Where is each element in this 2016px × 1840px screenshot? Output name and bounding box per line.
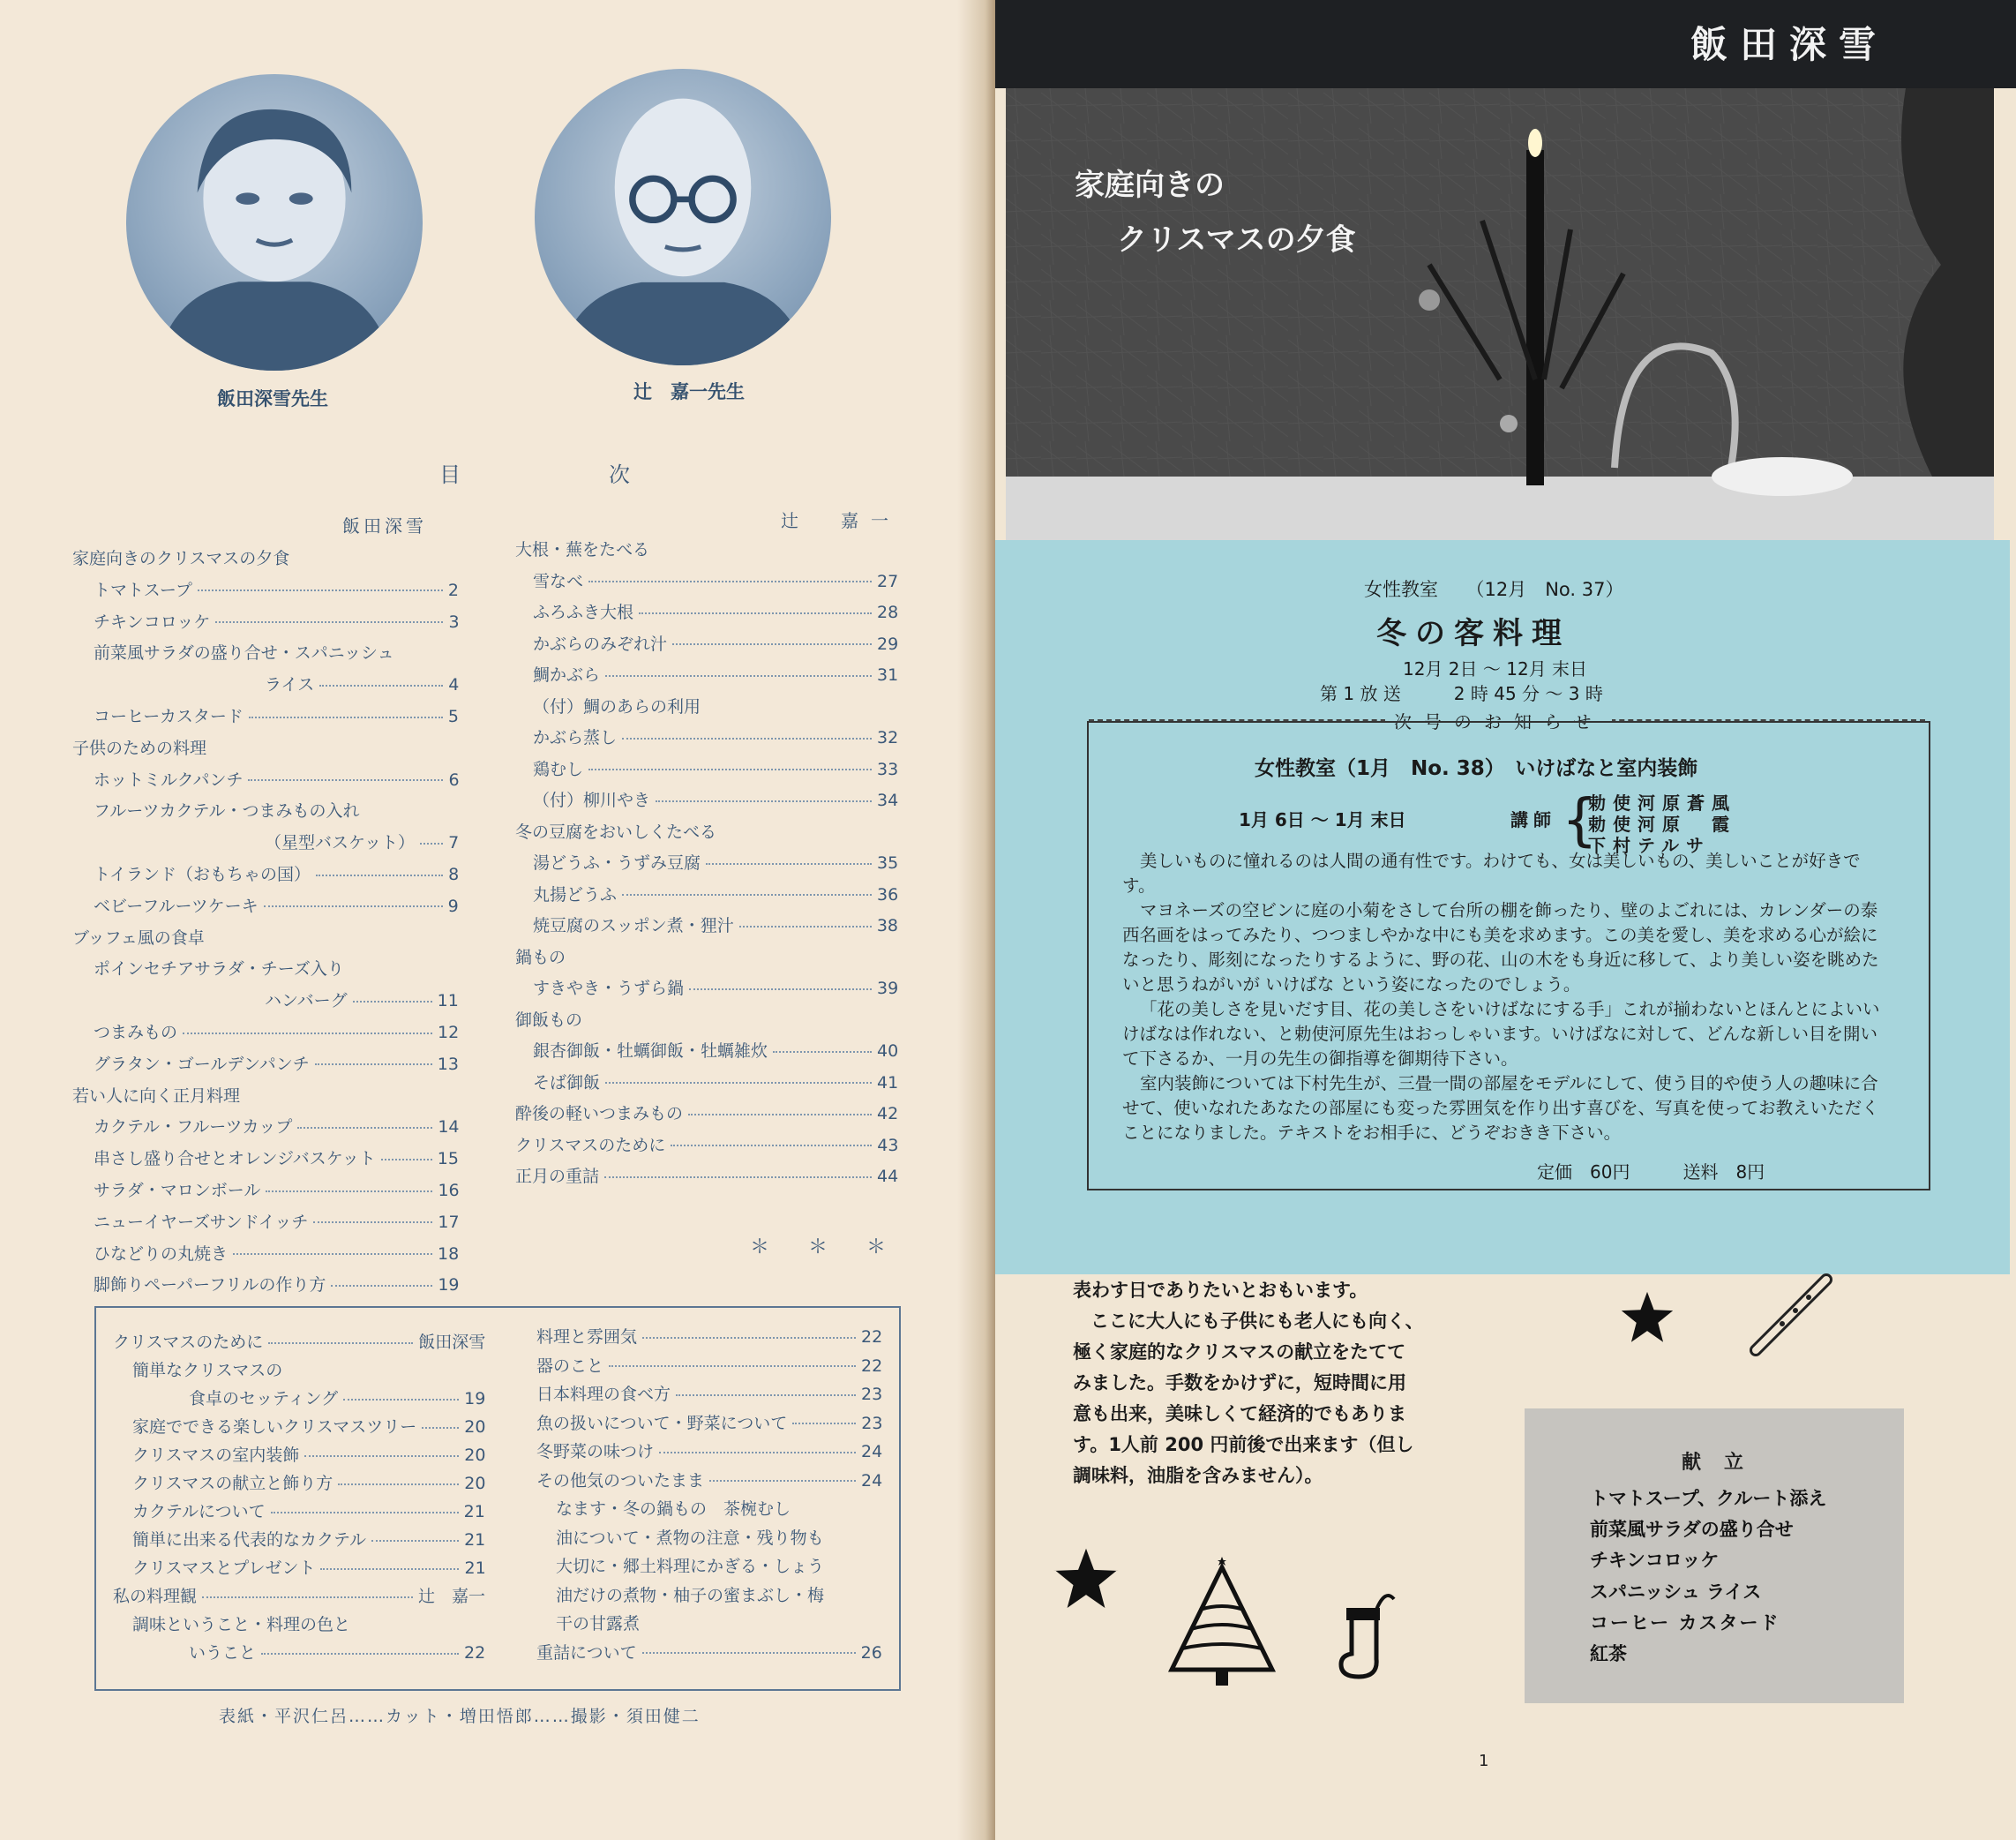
toc-leader-dots — [792, 1423, 856, 1424]
toc-entry-page: 22 — [464, 1643, 486, 1663]
toc-leader-dots — [688, 1114, 872, 1115]
christmas-tree-icon — [1165, 1557, 1279, 1698]
author-name: 飯田深雪 — [1690, 23, 1888, 66]
toc-entry-title: 正月の重詰 — [515, 1167, 600, 1186]
toc-entry-page: 24 — [861, 1442, 883, 1461]
toc-entry-title: ベビーフルーツケーキ — [94, 896, 259, 916]
toc-entry-title: 干の甘露煮 — [556, 1614, 641, 1633]
toc-entry-title: 料理と雰囲気 — [536, 1327, 638, 1347]
toc-leader-dots — [642, 1652, 856, 1654]
menu-title: 献立 — [1682, 1452, 1767, 1474]
toc-leader-dots — [343, 1399, 459, 1401]
toc-entry-title: カクテル・フルーツカップ — [94, 1117, 293, 1138]
toc-entry-page: 44 — [877, 1167, 899, 1186]
toc-entry-page: 20 — [464, 1474, 486, 1493]
lecturer-1: 勅使河原蒼風 — [1588, 792, 1736, 814]
toc-entry-page: 8 — [448, 865, 460, 884]
menu-item: チキンコロッケ — [1590, 1550, 1720, 1571]
toc-entry — [515, 1163, 898, 1187]
toc-entry — [533, 882, 898, 905]
lecturer-brace: { — [1562, 788, 1598, 853]
toc-entry — [94, 1145, 459, 1169]
toc-entry-title: サラダ・マロンボール — [94, 1181, 261, 1200]
toc-entry — [515, 537, 649, 560]
toc-leader-dots — [264, 905, 443, 907]
toc-entry-title: 器のこと — [536, 1356, 604, 1376]
toc-entry-title: フルーツカクテル・つまみもの入れ — [94, 801, 360, 822]
toc-entry — [533, 631, 898, 655]
portrait-iida — [126, 74, 423, 371]
toc-leader-dots — [672, 643, 872, 645]
book-gutter — [957, 0, 997, 1840]
toc-entry-page: 41 — [877, 1072, 899, 1093]
toc-entry-page: 26 — [860, 1642, 882, 1663]
toc-entry-title: 脚飾りペーパーフリルの作り方 — [94, 1275, 326, 1296]
toc-leader-dots — [338, 1483, 459, 1485]
toc-entry-title: 銀杏御飯・牡蠣御飯・牡蠣雑炊 — [533, 1041, 768, 1061]
toc-entry — [556, 1553, 824, 1577]
toc-entry-page: 24 — [861, 1470, 883, 1491]
toc-entry — [132, 1498, 485, 1522]
toc-entry-page: 33 — [877, 759, 899, 779]
toc-leader-dots — [313, 1221, 432, 1223]
toc-entry — [536, 1324, 882, 1348]
toc-entry — [536, 1353, 882, 1377]
toc-entry — [533, 599, 898, 623]
toc-entry-title: その他気のついたまま — [536, 1470, 705, 1491]
toc-entry — [533, 568, 898, 592]
intro-line: 意も出来，美味しくて経済的でもありま — [1073, 1403, 1406, 1424]
toc-entry — [94, 577, 459, 601]
toc-entry — [515, 819, 716, 843]
toc-entry — [536, 1381, 882, 1405]
toc-entry-title: 簡単なクリスマスの — [132, 1361, 283, 1380]
intro-line: ここに大人にも子供にも老人にも向く、 — [1090, 1311, 1424, 1332]
toc-entry-page: 14 — [438, 1117, 460, 1138]
toc-leader-dots — [202, 1596, 413, 1598]
toc-entry — [533, 975, 898, 999]
toc-entry — [556, 1611, 640, 1634]
toc-entry — [556, 1525, 824, 1549]
toc-entry-title: 重詰について — [536, 1642, 637, 1663]
toc-entry-title: 簡単に出来る代表的なカクテル — [132, 1530, 367, 1550]
toc-entry-title: 焼豆腐のスッポン煮・狸汁 — [533, 916, 734, 935]
toc-entry-title: 串さし盛り合せとオレンジバスケット — [94, 1149, 376, 1169]
intro-line: みました。手数をかけずに，短時間に用 — [1073, 1372, 1406, 1393]
panel-next-notice: 次号のお知らせ — [1385, 708, 1612, 733]
toc-entry — [265, 672, 459, 695]
toc-entry — [94, 798, 360, 822]
portrait-tsuji-image — [535, 69, 831, 365]
toc-entry-page: 6 — [448, 770, 460, 790]
toc-stars: ＊ ＊ ＊ — [750, 1236, 887, 1258]
toc-entry — [132, 1527, 485, 1551]
toc-entry-title: （星型バスケット） — [265, 833, 416, 853]
toc-entry — [556, 1496, 791, 1520]
toc-col1-author: 飯田深雪 — [342, 515, 427, 537]
menu-item: スパニッシュ ライス — [1590, 1581, 1762, 1603]
description-paragraph: 「花の美しさを見いだす目、花の美しさをいけばなにする手」これが揃わないとほんとによいいけばなは作れない、と勅使河原先生はおっしゃいます。いけばなに対して、どんな新しい目を開いて下さるか、一月の先生の御指導を御期待下さい。 — [1122, 999, 1880, 1069]
toc-entry-page: 19 — [464, 1389, 486, 1408]
lecturer-2: 勅使河原 霞 — [1588, 814, 1736, 835]
panel-series: 女性教室 （12月 No. 37） — [1364, 579, 1624, 600]
toc-entry — [556, 1582, 824, 1606]
toc-entry — [265, 988, 459, 1011]
author-bar — [995, 0, 2016, 88]
toc-entry-title: トイランド（おもちゃの国） — [94, 865, 311, 884]
toc-entry-title: ハンバーグ — [265, 991, 348, 1011]
toc-entry — [94, 1051, 459, 1075]
toc-entry-page: 40 — [877, 1041, 899, 1061]
panel-broadcast: 第 1 放 送 2 時 45 分 〜 3 時 — [1320, 683, 1603, 704]
photo-title-line-1: 家庭向きの — [1075, 168, 1225, 203]
toc-entry-title: 日本料理の食べ方 — [536, 1385, 671, 1404]
toc-leader-dots — [689, 988, 872, 990]
toc-entry — [94, 767, 460, 791]
toc-entry-page: 42 — [877, 1104, 899, 1123]
toc-entry-title: 魚の扱いについて・野菜について — [536, 1413, 788, 1433]
toc-leader-dots — [320, 1568, 459, 1570]
christmas-photo — [1006, 88, 1994, 547]
toc-entry — [113, 1583, 485, 1607]
toc-entry-page: 32 — [877, 728, 899, 747]
toc-entry-title: 家庭向きのクリスマスの夕食 — [72, 549, 290, 568]
panel-title: 冬の客料理 — [1376, 616, 1570, 651]
toc-entry — [132, 1611, 350, 1635]
toc-entry-title: 冬野菜の味つけ — [536, 1442, 655, 1461]
toc-entry-title: ふろふき大根 — [533, 603, 634, 622]
toc-entry — [94, 1114, 460, 1138]
toc-entry-page: 12 — [438, 1023, 460, 1042]
toc-entry-title: 私の料理観 — [113, 1587, 198, 1606]
intro-text — [1073, 1275, 1443, 1491]
toc-leader-dots — [249, 717, 443, 718]
toc-entry-title: 雪なべ — [533, 571, 584, 591]
portrait-iida-caption: 飯田深雪先生 — [217, 388, 328, 409]
toc-leader-dots — [642, 1337, 856, 1339]
stocking-icon — [1332, 1588, 1403, 1686]
toc-entry-title: クリスマスとプレゼント — [132, 1558, 316, 1578]
toc-entry-page: 20 — [464, 1417, 486, 1437]
toc-entry-title: いうこと — [189, 1643, 257, 1663]
toc-entry-page: 43 — [877, 1135, 899, 1155]
toc-entry-page: 23 — [861, 1385, 883, 1404]
toc-entry-title: 冬の豆腐をおいしくたべる — [515, 822, 717, 842]
toc-entry-page: 5 — [447, 707, 459, 726]
toc-entry-title: 食卓のセッティング — [189, 1389, 339, 1408]
toc-entry — [72, 1083, 240, 1107]
toc-entry — [189, 1640, 485, 1664]
toc-entry-page: 17 — [438, 1212, 460, 1232]
toc-entry — [94, 1019, 459, 1043]
toc-entry — [533, 725, 898, 748]
toc-leader-dots — [739, 926, 872, 928]
toc-leader-dots — [605, 675, 872, 677]
toc-entry-title: クリスマスの室内装飾 — [132, 1446, 300, 1465]
toc-entry — [533, 756, 898, 780]
toc-entry-page: 19 — [438, 1275, 460, 1296]
toc-leader-dots — [316, 875, 443, 876]
toc-entry — [94, 609, 460, 633]
next-program-title: 女性教室（1月 No. 38） いけばなと室内装飾 — [1255, 757, 1698, 780]
menu-item: 前菜風サラダの盛り合せ — [1590, 1519, 1794, 1540]
toc-entry-title: 子供のための料理 — [72, 738, 207, 758]
toc-entry-title: チキンコロッケ — [94, 612, 211, 632]
toc-leader-dots — [261, 1653, 459, 1655]
toc-entry — [94, 956, 344, 980]
toc-entry-title: 湯どうふ・うずみ豆腐 — [533, 853, 701, 873]
toc-leader-dots — [331, 1285, 432, 1287]
toc-entry-title: 若い人に向く正月料理 — [72, 1085, 241, 1106]
toc-leader-dots — [659, 1452, 856, 1453]
toc-entry — [533, 912, 898, 936]
toc-title: 目 次 — [439, 462, 665, 487]
toc-entry — [94, 1177, 460, 1201]
toc-entry — [533, 662, 898, 686]
toc-entry-page: 34 — [877, 791, 899, 810]
toc-leader-dots — [371, 1540, 459, 1542]
toc-leader-dots — [297, 1127, 432, 1129]
description-paragraph: 美しいものに憧れるのは人間の通有性です。わけても、女は美しいもの、美しいことが好きです。 — [1122, 851, 1861, 896]
toc-leader-dots — [671, 1145, 872, 1146]
toc-entry-page: 15 — [437, 1149, 459, 1169]
toc-entry-title: 調味ということ・料理の色と — [132, 1615, 351, 1634]
toc-leader-dots — [604, 1176, 872, 1178]
credits: 表紙・平沢仁呂……カット・増田悟郎……撮影・須田健二 — [219, 1707, 701, 1726]
toc-entry-title: 油だけの煮物・柚子の蜜まぶし・梅 — [556, 1585, 825, 1605]
toc-entry — [132, 1414, 485, 1438]
flute-icon — [1747, 1271, 1844, 1359]
toc-entry — [536, 1438, 882, 1462]
menu-item: コーヒー カスタード — [1590, 1612, 1780, 1633]
toc-entry-title: 家庭でできる楽しいクリスマスツリー — [132, 1417, 417, 1437]
toc-entry-title: 鍋もの — [515, 947, 566, 967]
toc-entry — [536, 1410, 882, 1434]
toc-entry-page: 3 — [448, 612, 460, 632]
toc-leader-dots — [588, 769, 872, 770]
toc-entry-page: 辻 嘉一 — [418, 1587, 486, 1606]
toc-leader-dots — [266, 1190, 432, 1192]
toc-entry-title: すきやき・うずら鍋 — [533, 979, 685, 998]
toc-entry — [72, 545, 289, 569]
photo-title-line-2: クリスマスの夕食 — [1117, 222, 1356, 258]
toc-entry-title: なます・冬の鍋もの 茶椀むし — [556, 1499, 791, 1519]
toc-entry — [515, 1007, 582, 1031]
toc-leader-dots — [319, 685, 443, 687]
toc-leader-dots — [656, 800, 872, 802]
toc-leader-dots — [588, 581, 872, 582]
toc-entry-page: 18 — [438, 1243, 460, 1264]
portrait-tsuji — [535, 69, 831, 365]
toc-leader-dots — [268, 1342, 413, 1344]
toc-leader-dots — [315, 1063, 432, 1065]
toc-entry — [132, 1442, 485, 1466]
toc-entry-title: クリスマスのために — [515, 1135, 666, 1155]
toc-entry — [94, 861, 459, 885]
toc-entry-title: つまみもの — [94, 1023, 178, 1042]
lecturer-3: 下村テルサ — [1588, 835, 1711, 856]
toc-leader-dots — [233, 1253, 432, 1255]
toc-leader-dots — [676, 1394, 856, 1396]
menu-item: 紅茶 — [1590, 1643, 1627, 1664]
toc-entry — [515, 1100, 898, 1124]
toc-entry-title: 鯛かぶら — [533, 665, 601, 685]
toc-entry — [536, 1468, 882, 1491]
toc-entry-page: 21 — [463, 1502, 485, 1521]
toc-entry-page: 23 — [861, 1413, 883, 1433]
toc-entry — [72, 735, 206, 759]
toc-entry — [132, 1357, 282, 1381]
toc-entry — [94, 1209, 460, 1233]
toc-leader-dots — [706, 863, 872, 865]
portrait-iida-image — [126, 74, 423, 371]
toc-entry-page: 7 — [448, 833, 460, 853]
intro-line: す。1人前 200 円前後で出来ます（但し — [1073, 1434, 1414, 1455]
star-outline-icon — [1046, 1539, 1126, 1618]
toc-entry-title: ニューイヤーズサンドイッチ — [94, 1212, 309, 1232]
toc-entry-title: ポインセチアサラダ・チーズ入り — [94, 959, 344, 980]
toc-entry-page: 21 — [464, 1530, 486, 1550]
toc-entry — [533, 1038, 898, 1062]
toc-entry-title: 御飯もの — [515, 1010, 583, 1030]
price-line: 定価 60円 送料 8円 — [1537, 1161, 1765, 1183]
toc-entry-title: グラタン・ゴールデンパンチ — [94, 1054, 310, 1074]
toc-entry — [94, 640, 394, 664]
toc-entry-page: 16 — [438, 1181, 460, 1200]
star-icon — [1616, 1287, 1678, 1348]
toc-leader-dots — [709, 1480, 856, 1482]
toc-entry — [533, 694, 701, 717]
toc-entry-title: カクテルについて — [132, 1502, 266, 1521]
toc-entry-title: クリスマスのために — [113, 1333, 264, 1352]
toc-entry-page: 11 — [437, 991, 459, 1011]
christmas-photo-image — [1006, 88, 1994, 547]
toc-entry-page: 28 — [877, 603, 899, 622]
toc-leader-dots — [605, 1082, 872, 1084]
next-program-description — [1122, 849, 1892, 1145]
description-paragraph: 室内装飾については下村先生が、三畳一間の部屋をモデルにして、使う目的や使う人の趣味に合せて、使いなれたあなたの部屋にも変った雰囲気を作り出す喜びを、写真を使ってお教えいただくことになりました。テキストをお相手に、どうぞおきき下さい。 — [1122, 1073, 1879, 1143]
toc-entry — [94, 703, 459, 727]
toc-leader-dots — [271, 1512, 459, 1513]
toc-leader-dots — [422, 1427, 459, 1429]
toc-entry-title: そば御飯 — [533, 1072, 601, 1093]
toc-entry-page: 31 — [877, 665, 899, 685]
toc-entry-page: 21 — [464, 1558, 486, 1578]
intro-line: 極く家庭的なクリスマスの献立をたてて — [1073, 1341, 1406, 1363]
toc-entry — [536, 1640, 882, 1664]
toc-entry — [265, 830, 459, 853]
toc-leader-dots — [198, 590, 443, 591]
toc-entry-page: 飯田深雪 — [418, 1333, 486, 1352]
toc-entry-title: 大切に・郷土料理にかぎる・しょう — [556, 1557, 825, 1576]
panel-dates: 12月 2日 〜 12月 末日 — [1403, 658, 1588, 680]
toc-col2-author: 辻 嘉一 — [781, 510, 901, 531]
description-paragraph: マヨネーズの空ビンに庭の小菊をさして台所の棚を飾ったり、壁のよごれには、カレンダーの泰西名画をはってみたり、つつましやかな中にも美を求めます。この美を愛し、美を求める心が絵になったり、彫刻になったりするように、野の花、山の木をも身近に移して、より美しい姿を眺めたいと思うねがいが いけばな という姿になったのでしょう。 — [1122, 900, 1879, 995]
toc-entry-page: 35 — [877, 853, 899, 873]
toc-entry — [132, 1470, 485, 1494]
portrait-tsuji-caption: 辻 嘉一先生 — [633, 381, 745, 402]
page-number: 1 — [1479, 1752, 1489, 1770]
toc-leader-dots — [215, 621, 443, 623]
toc-entry-page: 29 — [877, 634, 899, 654]
toc-leader-dots — [622, 894, 872, 896]
toc-entry-page: 27 — [877, 571, 899, 591]
toc-entry-page: 22 — [861, 1327, 883, 1347]
toc-entry-page: 4 — [448, 675, 460, 695]
toc-entry-title: ひなどりの丸焼き — [94, 1243, 229, 1264]
toc-leader-dots — [609, 1365, 856, 1367]
toc-entry-page: 22 — [861, 1356, 883, 1376]
toc-entry-title: 油について・煮物の注意・残り物も — [556, 1528, 824, 1548]
toc-leader-dots — [381, 1159, 432, 1160]
toc-entry-title: かぶらのみぞれ汁 — [533, 634, 668, 654]
toc-leader-dots — [420, 843, 443, 845]
toc-entry — [533, 787, 898, 811]
toc-entry — [94, 893, 459, 917]
toc-entry-title: コーヒーカスタード — [94, 707, 244, 726]
toc-entry-page: 9 — [447, 896, 459, 916]
toc-leader-dots — [248, 779, 443, 781]
toc-entry-title: 酔後の軽いつまみもの — [515, 1104, 684, 1123]
toc-entry-title: ライス — [265, 675, 315, 695]
toc-leader-dots — [639, 612, 872, 614]
toc-entry-title: ホットミルクパンチ — [94, 770, 244, 790]
toc-entry — [515, 1132, 898, 1156]
toc-entry — [94, 1272, 460, 1296]
intro-line: 調味料，油脂を含みません）。 — [1073, 1465, 1323, 1486]
toc-entry — [189, 1386, 485, 1409]
toc-leader-dots — [622, 738, 872, 740]
toc-entry-page: 13 — [437, 1054, 459, 1074]
toc-entry — [94, 1241, 459, 1265]
toc-entry-title: 大根・蕪をたべる — [515, 540, 650, 560]
toc-entry-title: トマトスープ — [94, 580, 192, 600]
toc-entry — [515, 944, 566, 968]
toc-entry-title: かぶら蒸し — [533, 728, 618, 747]
toc-entry-page: 2 — [447, 580, 460, 600]
toc-entry — [113, 1329, 485, 1353]
toc-leader-dots — [304, 1455, 459, 1457]
toc-leader-dots — [183, 1033, 432, 1034]
toc-entry — [533, 1070, 898, 1093]
toc-entry-title: （付）鯛のあらの利用 — [533, 696, 701, 717]
toc-entry-page: 36 — [877, 884, 899, 905]
toc-entry — [72, 925, 205, 949]
toc-entry — [533, 850, 898, 874]
toc-entry-page: 38 — [876, 916, 898, 935]
toc-leader-dots — [773, 1051, 872, 1053]
toc-entry-title: ブッフェ風の食卓 — [72, 928, 205, 948]
next-program-dates: 1月 6日 〜 1月 末日 — [1239, 809, 1406, 830]
lecturer-label: 講師 — [1510, 809, 1556, 830]
toc-entry — [132, 1555, 486, 1579]
menu-item: トマトスープ、クルート添え — [1590, 1488, 1827, 1509]
toc-entry-title: （付）柳川やき — [533, 791, 651, 810]
intro-line: 表わす日でありたいとおもいます。 — [1073, 1280, 1368, 1301]
toc-entry-page: 39 — [877, 979, 899, 998]
toc-leader-dots — [353, 1001, 432, 1003]
toc-entry-title: 丸揚どうふ — [533, 884, 618, 905]
toc-entry-title: 前菜風サラダの盛り合せ・スパニッシュ — [94, 643, 394, 664]
toc-entry-title: 鶏むし — [533, 759, 584, 779]
toc-entry-page: 20 — [464, 1446, 486, 1465]
toc-entry-title: クリスマスの献立と飾り方 — [132, 1474, 334, 1493]
